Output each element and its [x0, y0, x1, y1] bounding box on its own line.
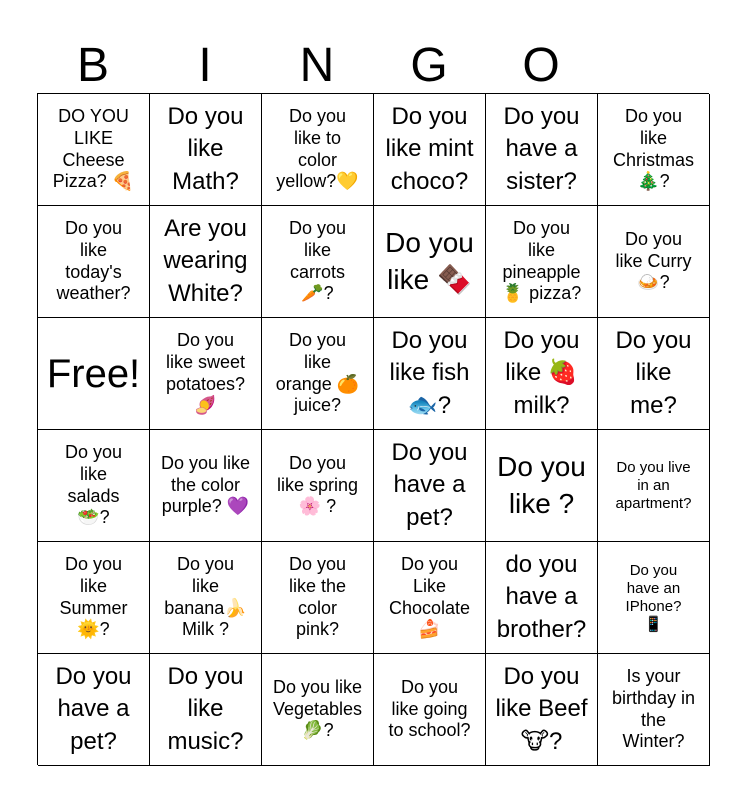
bingo-cell[interactable] — [598, 94, 710, 206]
cell-text: Do you like the color pink? — [288, 554, 347, 640]
bingo-cell[interactable] — [374, 430, 486, 542]
cell-text: Do you like going to school? — [388, 677, 471, 741]
bingo-cell[interactable] — [38, 542, 150, 654]
cell-text: Do you Like Chocolate 🍰 — [388, 554, 471, 640]
cell-text: Do you like today's weather? — [56, 218, 131, 304]
bingo-cell[interactable] — [374, 318, 486, 430]
cell-text: Do you like Math? — [167, 102, 244, 195]
bingo-cell[interactable] — [598, 542, 710, 654]
cell-text: Do you have a sister? — [503, 102, 580, 195]
bingo-cell[interactable] — [598, 318, 710, 430]
free-cell[interactable] — [38, 318, 150, 430]
bingo-cell[interactable] — [598, 654, 710, 766]
bingo-header — [37, 38, 709, 94]
bingo-cell[interactable] — [598, 430, 710, 542]
bingo-cell[interactable] — [486, 318, 598, 430]
bingo-cell[interactable] — [374, 94, 486, 206]
cell-text: Do you like Curry 🍛? — [615, 229, 692, 293]
bingo-cell[interactable] — [38, 94, 150, 206]
bingo-cell[interactable] — [38, 654, 150, 766]
header-letter-i: I — [198, 39, 212, 92]
bingo-cell[interactable] — [374, 542, 486, 654]
bingo-cell[interactable] — [486, 94, 598, 206]
cell-text: Do you like 🍫 — [385, 227, 474, 295]
bingo-cell[interactable] — [150, 94, 262, 206]
cell-text: Do you like spring 🌸 ? — [276, 453, 359, 517]
cell-text: Do you like ? — [497, 451, 586, 519]
bingo-cell[interactable] — [150, 654, 262, 766]
cell-text: Do you like sweet potatoes? 🍠 — [165, 330, 246, 416]
cell-text: Do you like 🍓 milk? — [503, 326, 580, 419]
cell-text: Do you like Summer 🌞? — [59, 554, 128, 640]
cell-text: Do you have an IPhone? 📱 — [625, 561, 682, 633]
cell-text: Do you like Beef 🐮? — [495, 662, 588, 755]
bingo-cell[interactable] — [486, 654, 598, 766]
cell-text: Do you like salads 🥗? — [64, 442, 123, 528]
bingo-cell[interactable] — [598, 206, 710, 318]
cell-text: Do you like carrots 🥕? — [288, 218, 347, 304]
header-letter-g: G — [410, 39, 448, 92]
bingo-cell[interactable] — [150, 542, 262, 654]
bingo-cell[interactable] — [262, 654, 374, 766]
cell-text: Is your birthday in the Winter? — [611, 666, 696, 752]
cell-text: Do you like mint choco? — [385, 102, 474, 195]
cell-text: Do you like to color yellow?💛 — [276, 106, 359, 192]
bingo-cell[interactable] — [262, 430, 374, 542]
cell-text: Are you wearing White? — [163, 214, 248, 307]
bingo-cell[interactable] — [374, 206, 486, 318]
cell-text: Do you like banana🍌 Milk ? — [164, 554, 247, 640]
bingo-cell[interactable] — [150, 430, 262, 542]
bingo-cell[interactable] — [150, 318, 262, 430]
header-letter-b: B — [76, 39, 109, 92]
cell-text: Do you like Vegetables 🥬? — [272, 677, 363, 741]
bingo-cell[interactable] — [486, 430, 598, 542]
bingo-cell[interactable] — [486, 206, 598, 318]
cell-text: Do you like fish 🐟? — [389, 326, 470, 419]
cell-text: Do you like me? — [615, 326, 692, 419]
cell-text: Do you like pineapple 🍍 pizza? — [501, 218, 582, 304]
bingo-cell[interactable] — [486, 542, 598, 654]
cell-text: Do you have a pet? — [55, 662, 132, 755]
cell-text: Do you live in an apartment? — [615, 458, 692, 512]
cell-text: do you have a brother? — [496, 550, 587, 643]
cell-text: Do you like music? — [167, 662, 244, 755]
cell-text: Free! — [46, 351, 141, 396]
header-letter-o: O — [522, 39, 560, 92]
bingo-cell[interactable] — [38, 430, 150, 542]
bingo-cell[interactable] — [38, 206, 150, 318]
cell-text: Do you like Christmas 🎄? — [612, 106, 694, 192]
bingo-cell[interactable] — [262, 542, 374, 654]
cell-text: DO YOU LIKE Cheese Pizza? 🍕 — [52, 106, 135, 192]
bingo-cell[interactable] — [262, 206, 374, 318]
bingo-cell[interactable] — [262, 318, 374, 430]
bingo-cell[interactable] — [262, 94, 374, 206]
bingo-grid — [37, 93, 709, 765]
header-letter-n: N — [299, 39, 335, 92]
bingo-cell[interactable] — [374, 654, 486, 766]
cell-text: Do you have a pet? — [391, 438, 468, 531]
bingo-cell[interactable] — [150, 206, 262, 318]
cell-text: Do you like orange 🍊 juice? — [275, 330, 360, 416]
cell-text: Do you like the color purple? 💜 — [160, 453, 251, 517]
